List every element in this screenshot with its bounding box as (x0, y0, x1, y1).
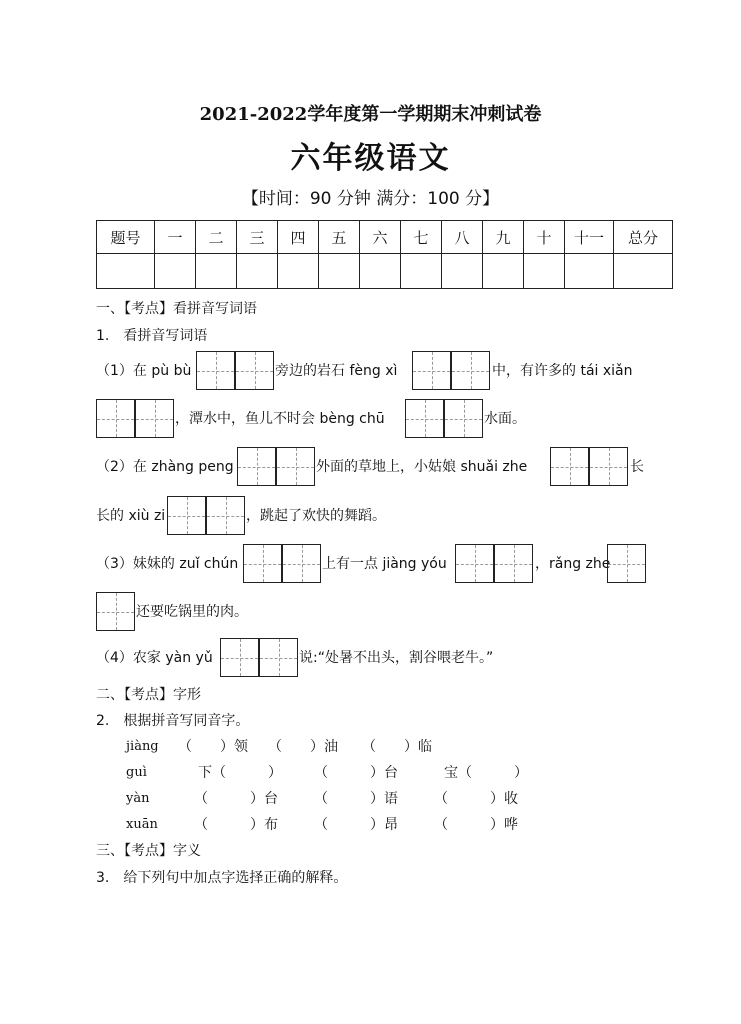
q1-text-4a: 长的 xiù zi (96, 508, 166, 524)
q1-text-5a: （3）妹妹的 zuǐ chún (96, 556, 239, 572)
q1-text-1c: 中，有许多的 tái xiǎn (492, 363, 633, 379)
q1-text-6a: 还要吃锅里的肉。 (136, 604, 248, 620)
q1-text-2a: ，潭水中，鱼儿不时会 bèng chū (175, 411, 385, 427)
homophone-item: （ ）油 (268, 739, 338, 755)
pinyin-label: jiàng (126, 739, 159, 754)
q1-text-1b: 旁边的岩石 fèng xì (275, 363, 398, 379)
q1-text-3b: 外面的草地上，小姑娘 shuǎi zhe (316, 459, 528, 475)
homophone-item: （ ）昂 (314, 817, 398, 833)
homophone-item: 宝（ ） (444, 765, 528, 781)
score-cell[interactable] (237, 254, 278, 289)
score-table (96, 220, 673, 289)
homophone-item: （ ）哗 (434, 817, 518, 833)
q1-text-1a: （1）在 pù bù (96, 363, 192, 379)
score-header-cell: 五 (319, 221, 360, 254)
q1-text-7b: 说:“处暑不出头，割谷喂老牛。” (299, 650, 494, 666)
writing-box[interactable] (235, 351, 274, 390)
section-1-heading: 一、【考点】看拼音写词语 (96, 301, 257, 317)
writing-box[interactable] (589, 447, 628, 486)
score-header-cell: 题号 (97, 221, 155, 254)
score-header-cell: 十一 (565, 221, 614, 254)
score-cell[interactable] (483, 254, 524, 289)
writing-box[interactable] (412, 351, 451, 390)
q1-text-7a: （4）农家 yàn yǔ (96, 650, 213, 666)
writing-box[interactable] (237, 447, 276, 486)
writing-box[interactable] (550, 447, 589, 486)
score-header-cell: 三 (237, 221, 278, 254)
exam-meta: 【时间：90 分钟 满分：100 分】 (241, 189, 500, 209)
writing-box[interactable] (405, 399, 444, 438)
pinyin-label: guì (126, 765, 147, 780)
q1-text-2b: 水面。 (484, 411, 526, 427)
score-header-cell: 九 (483, 221, 524, 254)
score-table-header-row (97, 221, 673, 254)
section-3-heading: 三、【考点】字义 (96, 843, 201, 859)
score-cell[interactable] (524, 254, 565, 289)
writing-box[interactable] (196, 351, 235, 390)
homophone-item: （ ）语 (314, 791, 398, 807)
writing-box[interactable] (282, 544, 321, 583)
score-cell[interactable] (196, 254, 237, 289)
pinyin-label: yàn (126, 791, 150, 806)
writing-box[interactable] (451, 351, 490, 390)
score-cell[interactable] (319, 254, 360, 289)
score-header-cell: 总分 (614, 221, 673, 254)
writing-box[interactable] (455, 544, 494, 583)
score-header-cell: 七 (401, 221, 442, 254)
writing-box[interactable] (167, 496, 206, 535)
writing-box[interactable] (206, 496, 245, 535)
score-header-cell: 六 (360, 221, 401, 254)
score-table-score-row (97, 254, 673, 289)
score-header-cell: 十 (524, 221, 565, 254)
writing-box[interactable] (607, 544, 646, 583)
score-header-cell: 二 (196, 221, 237, 254)
homophone-item: （ ）临 (362, 739, 432, 755)
q1-text-3c: 长 (630, 459, 644, 475)
homophone-item: （ ）布 (194, 817, 278, 833)
writing-box[interactable] (135, 399, 174, 438)
score-cell[interactable] (565, 254, 614, 289)
section-2-heading: 二、【考点】字形 (96, 687, 201, 703)
exam-title: 2021-2022学年度第一学期期末冲刺试卷 (199, 104, 542, 125)
score-cell[interactable] (155, 254, 196, 289)
pinyin-label: xuān (126, 817, 158, 832)
q1-text-5c: ，rǎng zhe (535, 556, 611, 572)
homophone-item: （ ）收 (434, 791, 518, 807)
question-3-title: 3. 给下列句中加点字选择正确的解释。 (96, 870, 348, 886)
writing-box[interactable] (96, 592, 135, 631)
homophone-item: （ ）台 (194, 791, 278, 807)
writing-box[interactable] (276, 447, 315, 486)
score-cell[interactable] (614, 254, 673, 289)
score-cell[interactable] (442, 254, 483, 289)
writing-box[interactable] (220, 638, 259, 677)
score-cell[interactable] (360, 254, 401, 289)
homophone-item: 下（ ） (198, 765, 282, 781)
score-header-cell: 八 (442, 221, 483, 254)
score-cell[interactable] (278, 254, 319, 289)
question-2-title: 2. 根据拼音写同音字。 (96, 713, 250, 729)
writing-box[interactable] (259, 638, 298, 677)
writing-box[interactable] (494, 544, 533, 583)
subject-title: 六年级语文 (290, 141, 451, 176)
writing-box[interactable] (96, 399, 135, 438)
score-header-cell: 四 (278, 221, 319, 254)
writing-box[interactable] (243, 544, 282, 583)
writing-box[interactable] (444, 399, 483, 438)
score-header-cell: 一 (155, 221, 196, 254)
question-1-title: 1. 看拼音写词语 (96, 328, 208, 344)
q1-text-3a: （2）在 zhàng peng (96, 459, 234, 475)
score-cell[interactable] (97, 254, 155, 289)
q1-text-5b: 上有一点 jiàng yóu (322, 556, 447, 572)
q1-text-4b: ，跳起了欢快的舞蹈。 (246, 508, 386, 524)
homophone-item: （ ）领 (178, 739, 248, 755)
homophone-item: （ ）台 (314, 765, 398, 781)
score-cell[interactable] (401, 254, 442, 289)
